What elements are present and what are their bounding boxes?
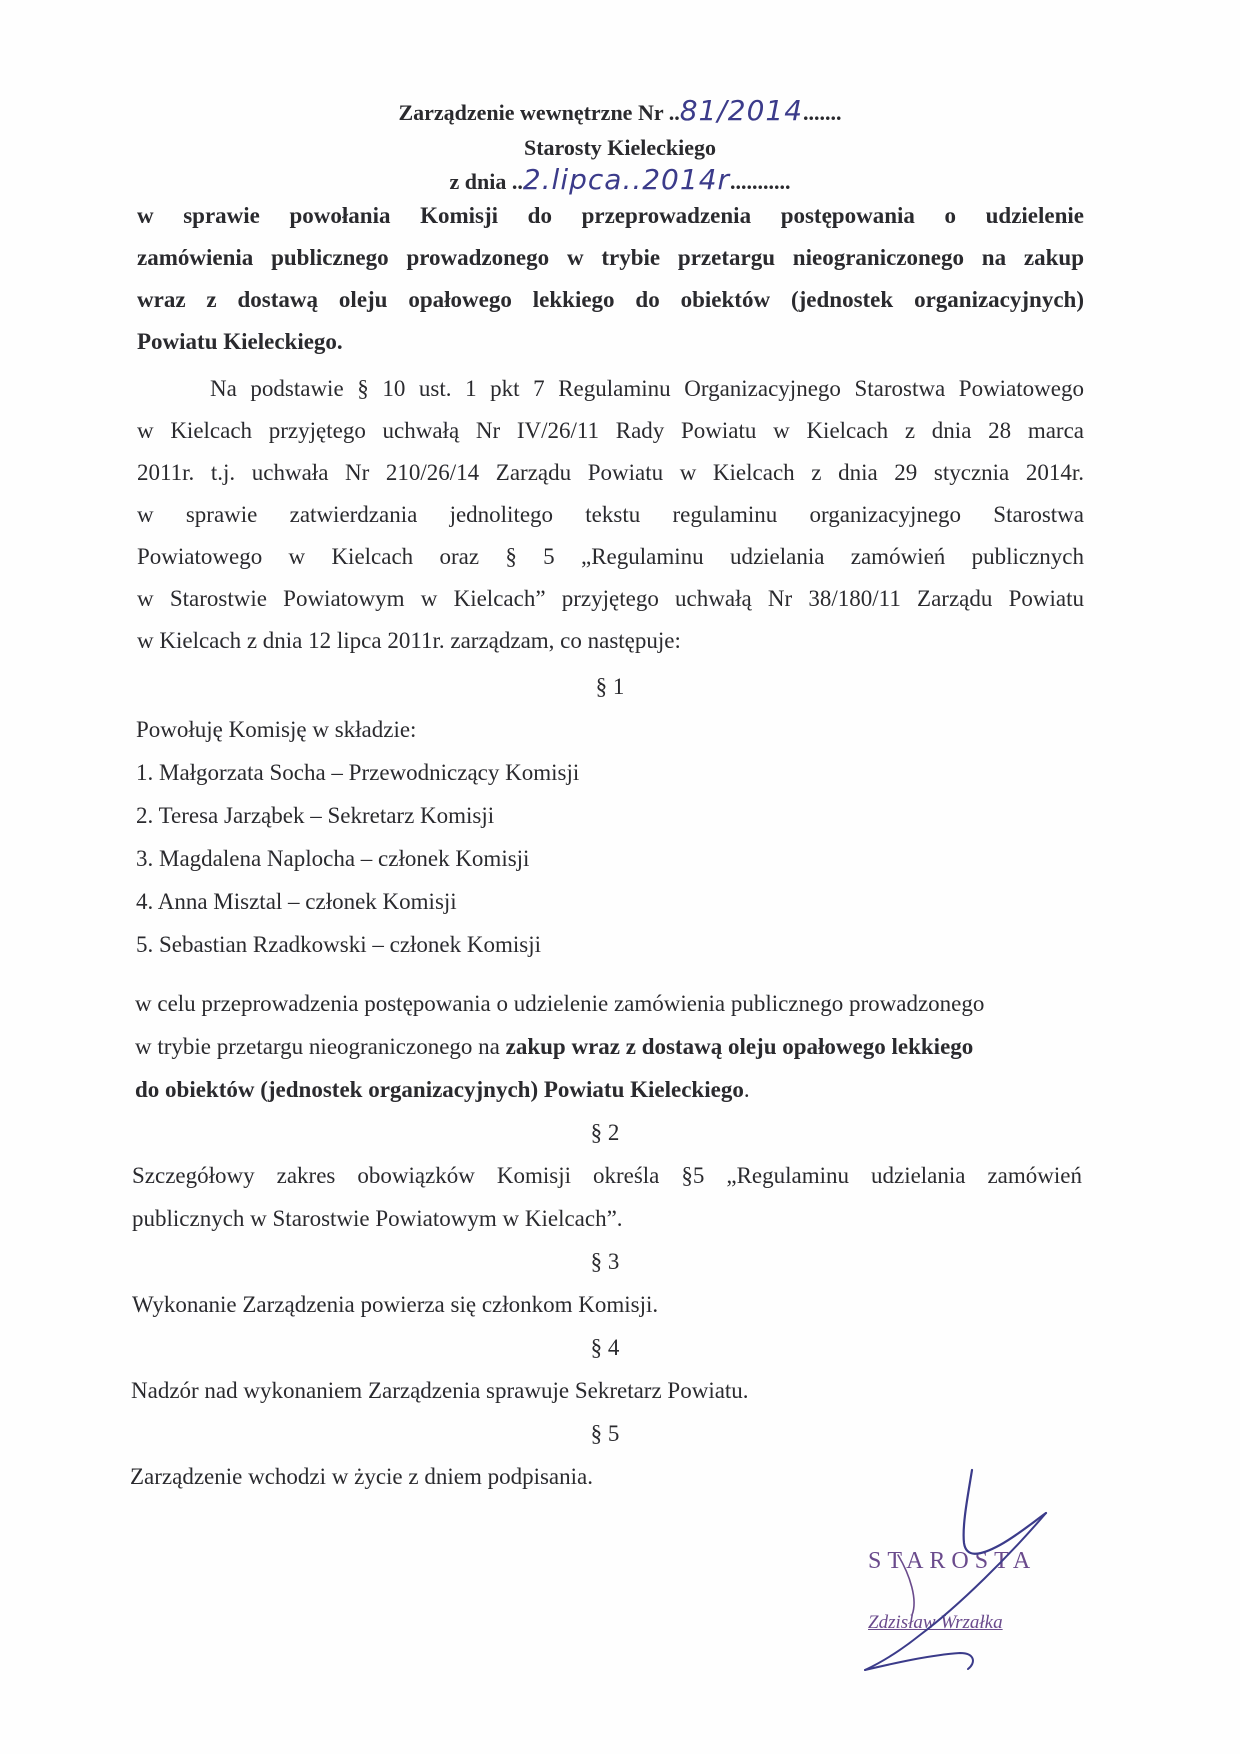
order-date-prefix: z dnia .. bbox=[449, 169, 523, 194]
order-title-suffix: ....... bbox=[803, 100, 842, 125]
purpose-line-2-normal: w trybie przetargu nieograniczonego na bbox=[135, 1034, 506, 1059]
purpose-line-2-bold: zakup wraz z dostawą oleju opałowego lekkiego bbox=[505, 1034, 974, 1059]
legal-basis-line-6: w Starostwie Powiatowym w Kielcach” przyjętego uchwałą Nr 38/180/11 Zarządu Powiatu bbox=[137, 586, 1084, 611]
subject-line-3: wraz z dostawą oleju opałowego lekkiego do obiektów (jednostek organizacyjnych) bbox=[137, 287, 1084, 312]
purpose-line-3-end: . bbox=[743, 1077, 750, 1102]
section-4-text: Nadzór nad wykonaniem Zarządzenia sprawuje Sekretarz Powiatu. bbox=[131, 1378, 749, 1403]
order-date-handwritten: 2.lipca..2014r bbox=[522, 163, 731, 196]
section-1-intro: Powołuję Komisję w składzie: bbox=[136, 717, 417, 742]
section-2-heading: § 2 bbox=[590, 1120, 620, 1145]
purpose-line-1: w celu przeprowadzenia postępowania o udzielenie zamówienia publicznego prowadzonego bbox=[135, 991, 985, 1016]
section-1-heading: § 1 bbox=[595, 674, 625, 699]
section-3-text: Wykonanie Zarządzenia powierza się członkom Komisji. bbox=[132, 1292, 659, 1317]
section-3-heading: § 3 bbox=[590, 1249, 620, 1274]
section-2-line-2: publicznych w Starostwie Powiatowym w Kielcach”. bbox=[132, 1206, 623, 1231]
legal-basis-line-7: w Kielcach z dnia 12 lipca 2011r. zarządzam, co następuje: bbox=[137, 628, 681, 653]
legal-basis-line-5: Powiatowego w Kielcach oraz § 5 „Regulaminu udzielania zamówień publicznych bbox=[137, 544, 1084, 569]
legal-basis-line-2: w Kielcach przyjętego uchwałą Nr IV/26/11 Rady Powiatu w Kielcach z dnia 28 marca bbox=[137, 418, 1084, 443]
order-date bbox=[0, 165, 1240, 197]
stamp-title: STAROSTA bbox=[868, 1548, 1037, 1574]
stamp-name: Zdzisław Wrzałka bbox=[868, 1612, 1003, 1633]
member-3: 3. Magdalena Naplocha – członek Komisji bbox=[136, 846, 530, 871]
legal-basis-line-1: Na podstawie § 10 ust. 1 pkt 7 Regulaminu Organizacyjnego Starostwa Powiatowego bbox=[210, 376, 1084, 401]
member-1: 1. Małgorzata Socha – Przewodniczący Komisji bbox=[136, 760, 580, 785]
member-5: 5. Sebastian Rzadkowski – członek Komisji bbox=[136, 932, 541, 957]
order-title bbox=[0, 96, 1240, 128]
signature-scribble bbox=[850, 1465, 1070, 1695]
purpose-line-3 bbox=[135, 1075, 750, 1105]
order-issuer: Starosty Kieleckiego bbox=[523, 135, 717, 160]
section-5-heading: § 5 bbox=[590, 1421, 620, 1446]
legal-basis-line-4: w sprawie zatwierdzania jednolitego tekstu regulaminu organizacyjnego Starostwa bbox=[137, 502, 1084, 527]
section-2-line-1: Szczegółowy zakres obowiązków Komisji określa §5 „Regulaminu udzielania zamówień bbox=[132, 1163, 1082, 1188]
subject-line-1: w sprawie powołania Komisji do przeprowadzenia postępowania o udzielenie bbox=[137, 203, 1084, 228]
subject-line-4: Powiatu Kieleckiego. bbox=[137, 329, 343, 354]
order-date-suffix: ........... bbox=[730, 169, 791, 194]
legal-basis-line-3: 2011r. t.j. uchwała Nr 210/26/14 Zarządu Powiatu w Kielcach z dnia 29 stycznia 2014r. bbox=[137, 460, 1084, 485]
purpose-line-2 bbox=[135, 1032, 973, 1062]
order-title-prefix: Zarządzenie wewnętrzne Nr .. bbox=[398, 100, 680, 125]
section-5-text: Zarządzenie wchodzi w życie z dniem podpisania. bbox=[130, 1464, 593, 1489]
subject-line-2: zamówienia publicznego prowadzonego w trybie przetargu nieograniczonego na zakup bbox=[137, 245, 1084, 270]
order-number-handwritten: 81/2014 bbox=[679, 94, 804, 127]
member-4: 4. Anna Misztal – członek Komisji bbox=[136, 889, 457, 914]
section-4-heading: § 4 bbox=[590, 1335, 620, 1360]
member-2: 2. Teresa Jarząbek – Sekretarz Komisji bbox=[136, 803, 495, 828]
purpose-line-3-bold: do obiektów (jednostek organizacyjnych) Powiatu Kieleckiego bbox=[135, 1077, 744, 1102]
